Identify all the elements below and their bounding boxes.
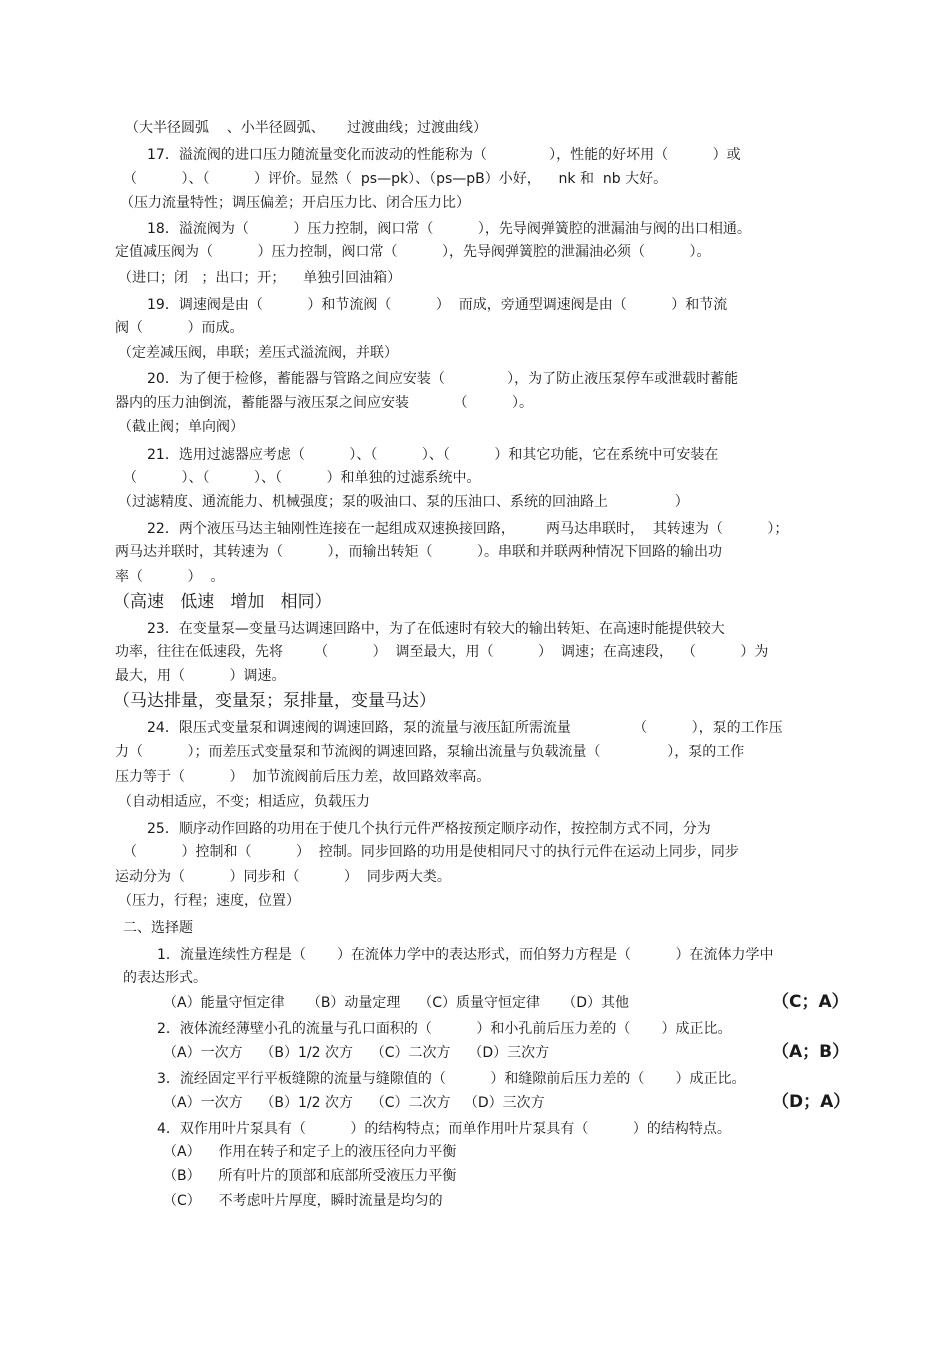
question-22-line-1: 22．两个液压马达主轴刚性连接在一起组成双速换接回路， 两马达串联时， 其转速为（ ）； (147, 521, 789, 537)
question-25-line-1: 25．顺序动作回路的功用在于使几个执行元件严格按预定顺序动作，按控制方式不同，分为 (147, 821, 711, 837)
question-25-line-3: 运动分为（ ）同步和（ ） 同步两大类。 (115, 869, 451, 885)
question-23-line-3: 最大，用（ ）调速。 (115, 668, 286, 684)
question-17-line-2: （ ）、（ ）评价。显然（ ps—pk）、（ps—pB）小好， nk 和 nb 大好。 (123, 171, 668, 187)
choice-1-line-2: 的表达形式。 (123, 970, 207, 986)
question-18-line-1: 18．溢流阀为（ ）压力控制，阀口常（ ），先导阀弹簧腔的泄漏油与阀的出口相通。 (147, 221, 751, 237)
choice-4-option-b: （B） 所有叶片的顶部和底部所受液压力平衡 (163, 1168, 457, 1184)
answer-line-22: （高速 低速 增加 相同） (113, 592, 332, 612)
question-23-line-2: 功率，往往在低速段，先将 （ ） 调至最大，用（ ） 调速；在高速段， （ ）为 (115, 644, 769, 660)
question-17-line-1: 17．溢流阀的进口压力随流量变化而波动的性能称为（ ），性能的好坏用（ ）或 (147, 147, 741, 163)
answer-line-16: （大半径圆弧 、小半径圆弧、 过渡曲线；过渡曲线） (125, 120, 488, 136)
question-18-line-2: 定值减压阀为（ ）压力控制，阀口常（ ），先导阀弹簧腔的泄漏油必须（ ）。 (115, 244, 711, 260)
question-20-line-2: 器内的压力油倒流，蓄能器与液压泵之间应安装 （ ）。 (115, 395, 534, 411)
question-24-line-3: 压力等于（ ） 加节流阀前后压力差，故回路效率高。 (115, 769, 491, 785)
choice-1-line-1: 1．流量连续性方程是（ ）在流体力学中的表达形式，而伯努力方程是（ ）在流体力学中 (157, 947, 774, 963)
choice-2-options: （A）一次方 （B）1/2 次方 （C）二次方 （D）三次方 (163, 1045, 550, 1061)
choice-1-options: （A）能量守恒定律 （B）动量定理 （C）质量守恒定律 （D）其他 (163, 995, 630, 1011)
question-25-line-2: （ ）控制和（ ） 控制。同步回路的功用是使相同尺寸的执行元件在运动上同步，同步 (123, 844, 739, 860)
answer-line-25: （压力，行程；速度，位置） (118, 893, 300, 909)
question-20-line-1: 20．为了便于检修，蓄能器与管路之间应安装（ ），为了防止液压泵停车或泄载时蓄能 (147, 371, 739, 387)
question-22-line-3: 率（ ） 。 (115, 569, 225, 585)
choice-4-line-1: 4．双作用叶片泵具有（ ）的结构特点；而单作用叶片泵具有（ ）的结构特点。 (157, 1121, 731, 1137)
question-23-line-1: 23．在变量泵—变量马达调速回路中，为了在低速时有较大的输出转矩、在高速时能提供较大 (147, 621, 725, 637)
question-24-line-1: 24．限压式变量泵和调速阀的调速回路，泵的流量与液压缸所需流量 （ ），泵的工作压 (147, 720, 783, 736)
choice-2-line-1: 2．液体流经薄壁小孔的流量与孔口面积的（ ）和小孔前后压力差的（ ）成正比。 (157, 1021, 732, 1037)
answer-line-21: （过滤精度、通流能力、机械强度；泵的吸油口、泵的压油口、系统的回油路上 ） (118, 494, 689, 510)
question-21-line-2: （ ）、（ ）、（ ）和单独的过滤系统中。 (123, 470, 481, 486)
choice-3-answer: （D；A） (772, 1092, 851, 1112)
answer-line-20: （截止阀；单向阀） (118, 419, 244, 435)
choice-1-answer: （C；A） (772, 992, 849, 1012)
question-24-line-2: 力（ ）；而差压式变量泵和节流阀的调速回路，泵输出流量与负载流量（ ），泵的工作 (115, 744, 745, 760)
answer-line-23: （马达排量，变量泵；泵排量，变量马达） (113, 691, 436, 711)
question-22-line-2: 两马达并联时，其转速为（ ），而输出转矩（ ）。串联和并联两种情况下回路的输出功 (115, 544, 723, 560)
answer-line-18: （进口；闭 ；出口；开； 单独引回油箱） (118, 270, 402, 286)
choice-4-option-a: （A） 作用在转子和定子上的液压径向力平衡 (163, 1144, 457, 1160)
choice-4-option-c: （C） 不考虑叶片厚度，瞬时流量是均匀的 (163, 1193, 443, 1209)
section-heading-choice: 二、选择题 (123, 920, 193, 936)
answer-line-17: （压力流量特性；调压偏差；开启压力比、闭合压力比） (120, 195, 470, 211)
question-19-line-2: 阀（ ）而成。 (115, 320, 244, 336)
choice-2-answer: （A；B） (772, 1042, 850, 1062)
choice-3-line-1: 3．流经固定平行平板缝隙的流量与缝隙值的（ ）和缝隙前后压力差的（ ）成正比。 (157, 1071, 746, 1087)
question-19-line-1: 19．调速阀是由（ ）和节流阀（ ） 而成，旁通型调速阀是由（ ）和节流 (147, 297, 728, 313)
answer-line-19: （定差减压阀，串联；差压式溢流阀，并联） (118, 345, 398, 361)
question-21-line-1: 21．选用过滤器应考虑（ ）、（ ）、（ ）和其它功能，它在系统中可安装在 (147, 447, 719, 463)
answer-line-24: （自动相适应，不变；相适应，负载压力 (118, 794, 370, 810)
choice-3-options: （A）一次方 （B）1/2 次方 （C）二次方 （D）三次方 (163, 1095, 545, 1111)
